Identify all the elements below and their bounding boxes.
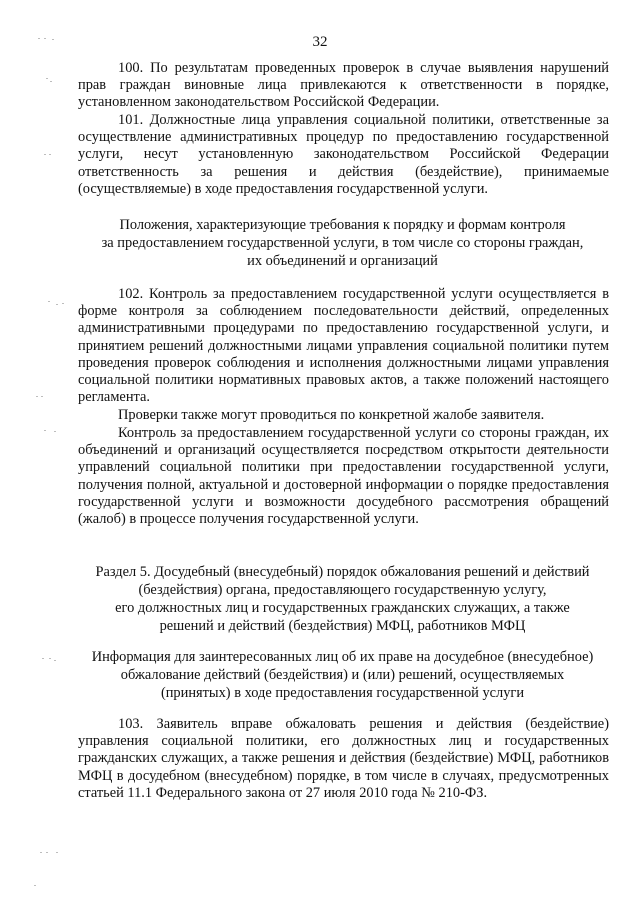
paragraph-100: 100. По результатам проведенных проверок в случае выявления нарушений прав граждан виновные лица привлекаются к ответственности в порядке, установленном законодательством Российской Федерации. bbox=[78, 60, 609, 111]
scan-speck bbox=[40, 850, 70, 858]
heading-line: обжалование действий (бездействия) и (или) решений, осуществляемых bbox=[120, 667, 565, 683]
scan-speck bbox=[46, 78, 76, 86]
paragraph-102: 102. Контроль за предоставлением государственной услуги осуществляется в форме контроля за соблюдением последовательности действий, определенных административными процедурами по предоставлению государственной услуги, и принятием решений должностными лицами управления социальной политики путем проведения проверок соблюдения и исполнения должностными лицами управления социальной политики нормативных правовых актов, а также положений настоящего регламента. bbox=[78, 286, 609, 406]
heading-control-requirements bbox=[70, 216, 615, 270]
scan-speck bbox=[42, 656, 72, 664]
page-number: 32 bbox=[312, 34, 328, 50]
heading-line: Раздел 5. Досудебный (внесудебный) порядок обжалования решений и действий bbox=[95, 564, 590, 580]
scan-speck bbox=[36, 394, 66, 402]
heading-line: за предоставлением государственной услуги, в том числе со стороны граждан, bbox=[101, 235, 584, 251]
heading-line: Положения, характеризующие требования к порядку и формам контроля bbox=[119, 217, 566, 233]
heading-line: (бездействия) органа, предоставляющего государственную услугу, bbox=[138, 582, 547, 598]
heading-line: (принятых) в ходе предоставления государственной услуги bbox=[160, 685, 525, 701]
heading-line: его должностных лиц и государственных гражданских служащих, а также bbox=[115, 600, 570, 616]
paragraph-checks: Проверки также могут проводиться по конкретной жалобе заявителя. bbox=[118, 407, 545, 423]
paragraph-101: 101. Должностные лица управления социальной политики, ответственные за осуществление административных процедур по предоставлению государственной услуги, несут установленную законодательством Российской Федерации ответственность за решения и действия (бездействие), принимаемые (осуществляемые) в ходе предоставления государственной услуги. bbox=[78, 112, 609, 197]
heading-appeal-info bbox=[70, 648, 615, 702]
scan-speck bbox=[48, 300, 78, 308]
paragraph-103: 103. Заявитель вправе обжаловать решения и действия (бездействие) управления социальной политики, его должностных лиц и государственных гражданских служащих, а также решения и действия (бездействие) МФЦ, работников МФЦ в досудебном (внесудебном) порядке, в том числе в случаях, предусмотренных статьей 11.1 Федерального закона от 27 июля 2010 года № 210-ФЗ. bbox=[78, 716, 609, 801]
heading-section-5 bbox=[70, 563, 615, 635]
scan-speck bbox=[44, 428, 74, 436]
scan-speck bbox=[44, 152, 74, 160]
heading-line: Информация для заинтересованных лиц об их праве на досудебное (внесудебное) bbox=[91, 649, 594, 665]
heading-line: решений и действий (бездействия) МФЦ, работников МФЦ bbox=[159, 618, 526, 634]
paragraph-public-control: Контроль за предоставлением государственной услуги со стороны граждан, их объединений и организаций осуществляется посредством открытости деятельности управлений социальной политики при предоставлении государственной услуги, получения полной, актуальной и достоверной информации о порядке предоставления государственной услуги и возможности досудебного рассмотрения обращений (жалоб) в процессе получения государственной услуги. bbox=[78, 425, 609, 528]
heading-line: их объединений и организаций bbox=[247, 253, 438, 269]
scan-speck bbox=[38, 36, 68, 44]
scan-speck bbox=[34, 882, 64, 890]
